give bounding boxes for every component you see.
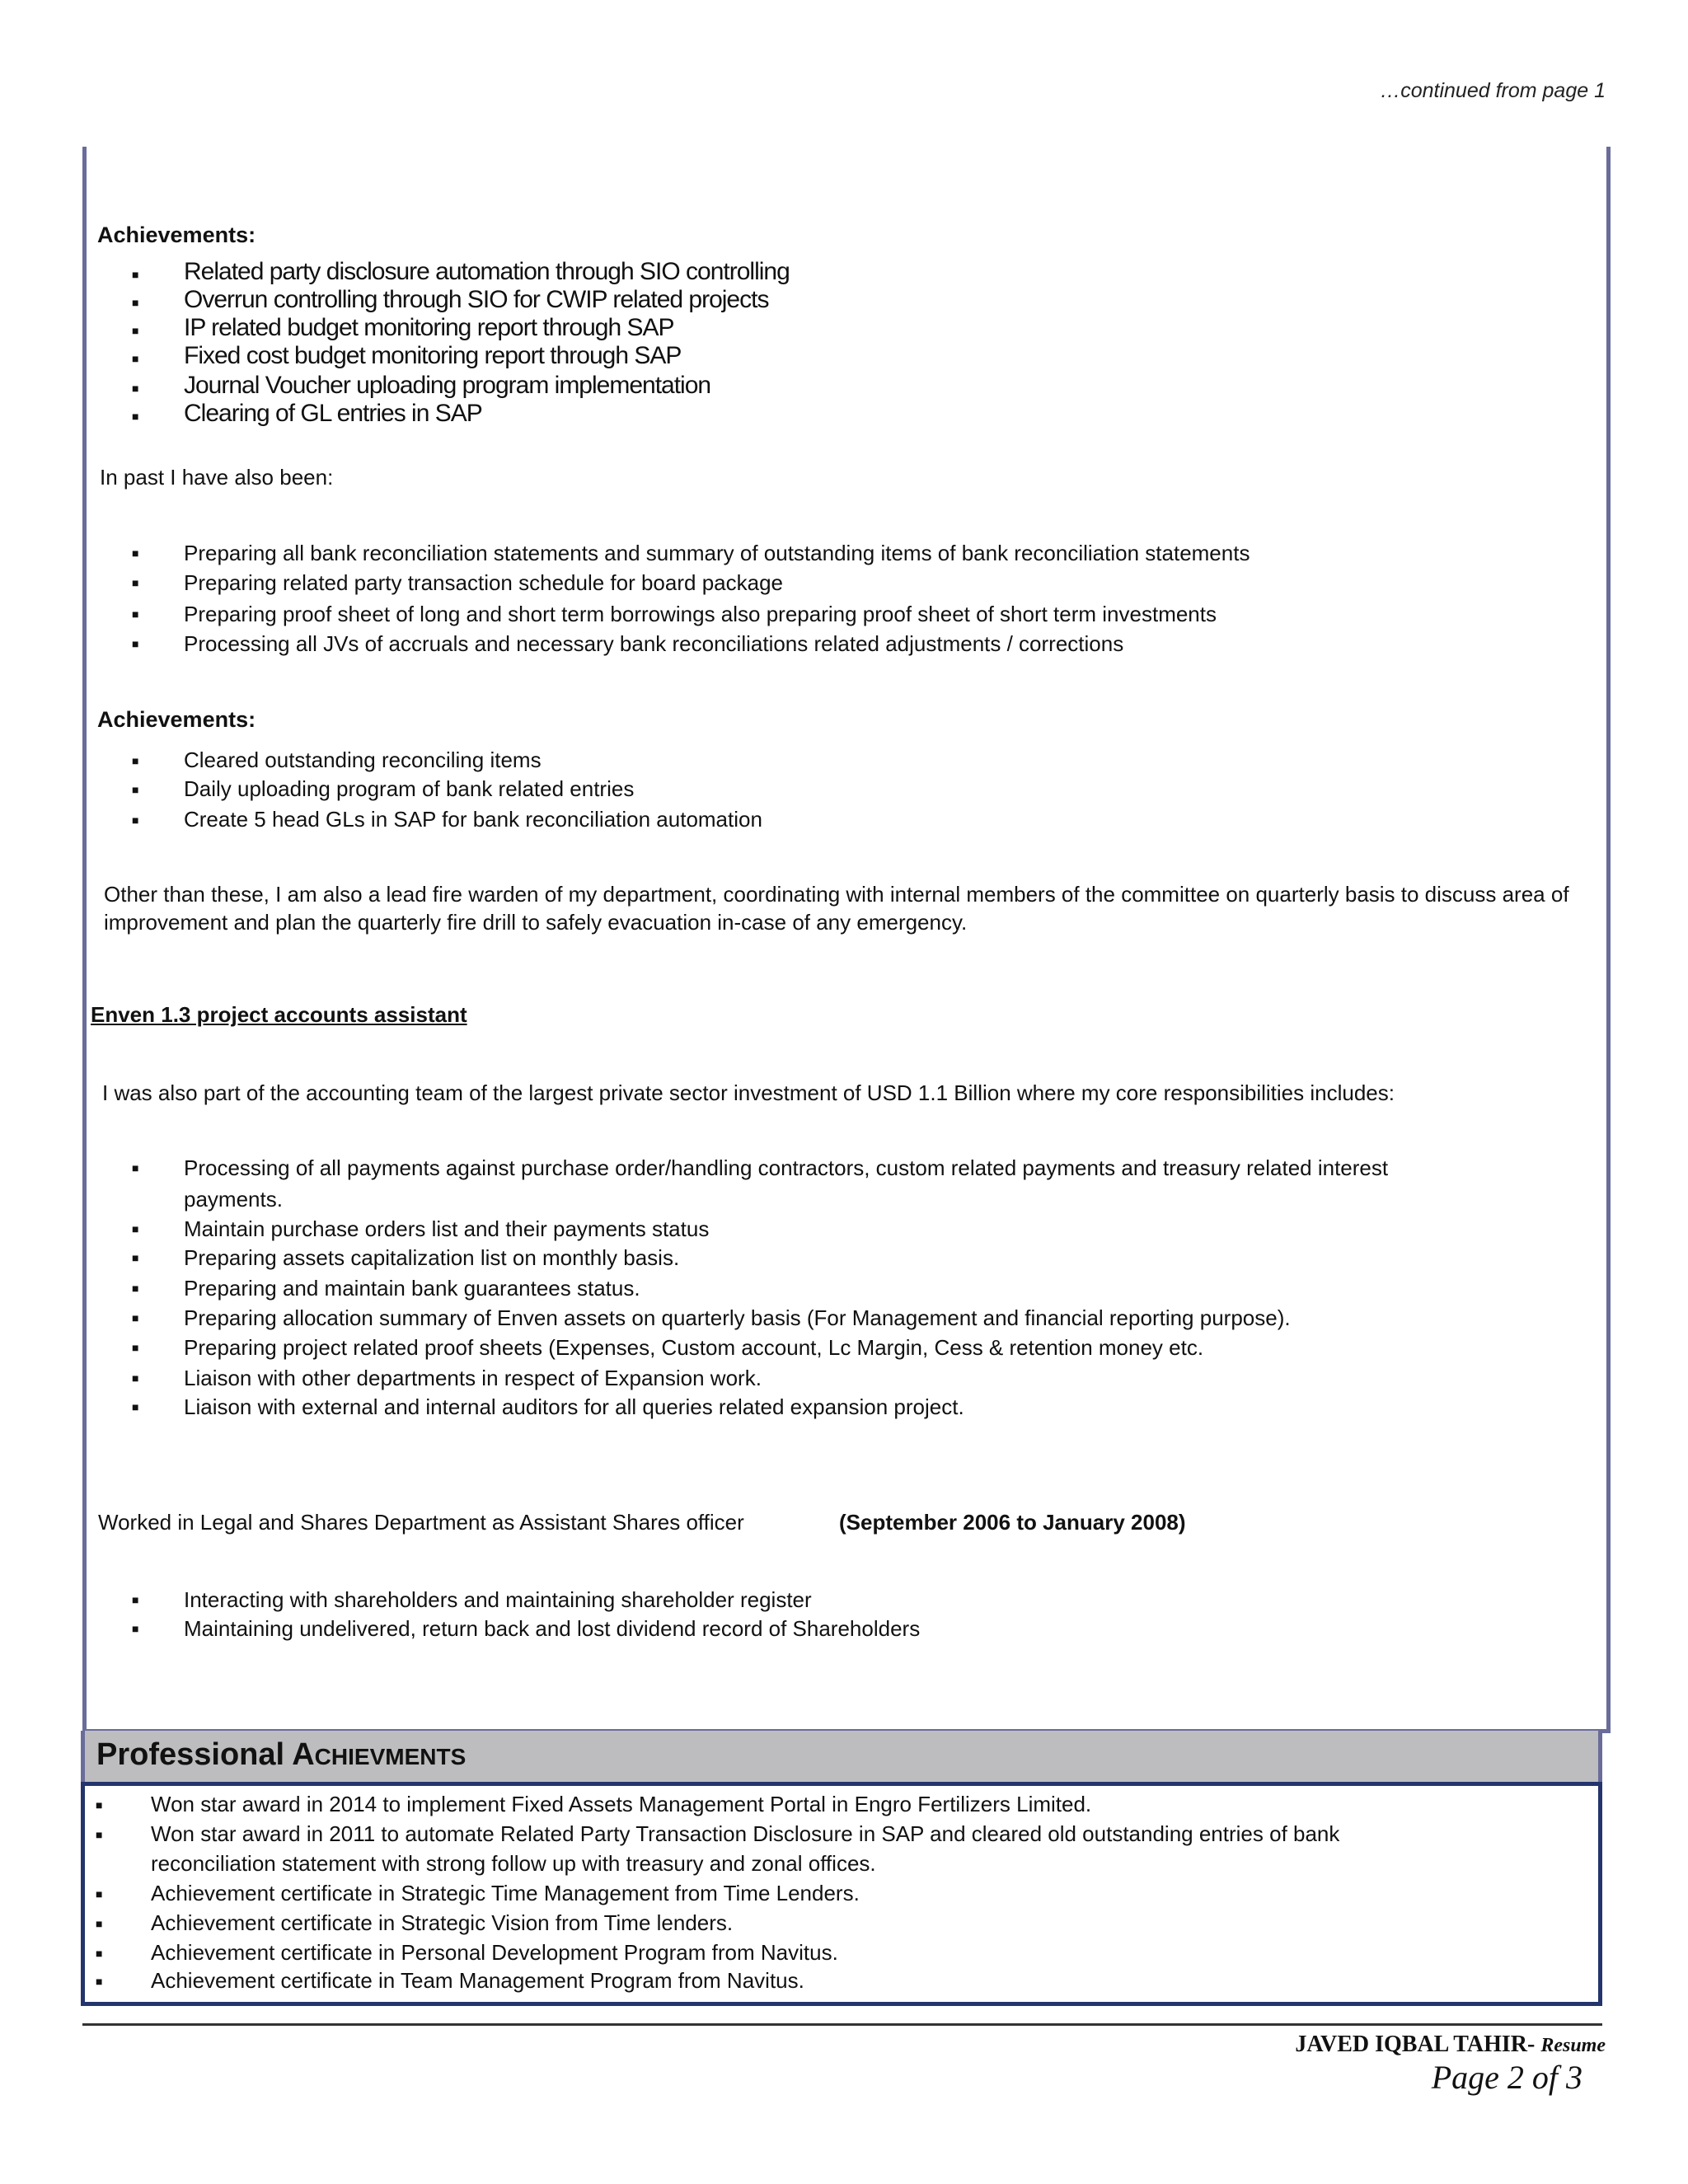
bullet-icon: ■ [132, 1341, 139, 1354]
bullet-icon: ■ [132, 410, 139, 423]
list-item: Processing all JVs of accruals and necessary bank reconciliations related adjustments / corrections [184, 631, 1124, 656]
list-item: Achievement certificate in Strategic Time Management from Time Lenders. [151, 1881, 860, 1905]
list-item: Related party disclosure automation through SIO controlling [184, 258, 790, 285]
list-item: Preparing all bank reconciliation statements and summary of outstanding items of bank reconciliation statements [184, 541, 1250, 565]
bullet-icon: ■ [132, 1622, 139, 1635]
bullet-icon: ■ [132, 1251, 139, 1264]
bullet-icon: ■ [132, 1371, 139, 1385]
bullet-icon: ■ [132, 1311, 139, 1324]
list-item: Achievement certificate in Strategic Vision from Time lenders. [151, 1910, 734, 1935]
list-item: Clearing of GL entries in SAP [184, 400, 482, 427]
bullet-icon: ■ [96, 1975, 103, 1988]
list-item: Maintaining undelivered, return back and lost dividend record of Shareholders [184, 1616, 921, 1641]
page-number: Page 2 of 3 [1431, 2059, 1582, 2096]
list-item: Fixed cost budget monitoring report through SAP [184, 342, 682, 369]
bullet-icon: ■ [132, 637, 139, 650]
list-item: Processing of all payments against purchase order/handling contractors, custom related payments and treasury related interest [184, 1155, 1389, 1180]
bullet-icon: ■ [132, 268, 139, 281]
section-title-part-b: CHIEVMENTS [314, 1744, 467, 1769]
bullet-icon: ■ [96, 1887, 103, 1900]
list-item: Create 5 head GLs in SAP for bank reconciliation automation [184, 807, 762, 832]
list-item-continuation: payments. [184, 1187, 283, 1212]
bullet-icon: ■ [132, 1161, 139, 1174]
list-item: Maintain purchase orders list and their payments status [184, 1216, 710, 1241]
legal-dates: (September 2006 to January 2008) [839, 1510, 1186, 1535]
bullet-icon: ■ [132, 324, 139, 337]
fire-warden-paragraph: Other than these, I am also a lead fire warden of my department, coordinating with internal members of the committee on quarterly basis to discuss area of improvement and plan the quarterly fire drill to safely evacuation in-case of any emergency. [104, 882, 1569, 935]
bullet-icon: ■ [132, 813, 139, 827]
achievements-heading-2: Achievements: [97, 707, 256, 732]
list-item: IP related budget monitoring report through SAP [184, 314, 674, 341]
footer-rule [82, 2023, 1602, 2026]
section-title-part-a: Professional A [96, 1737, 315, 1772]
list-item: Achievement certificate in Personal Development Program from Navitus. [151, 1940, 838, 1965]
list-item: Preparing proof sheet of long and short term borrowings also preparing proof sheet of short term investments [184, 602, 1217, 626]
list-item: Preparing and maintain bank guarantees status. [184, 1276, 640, 1301]
achievements-heading-1: Achievements: [97, 223, 256, 247]
bullet-icon: ■ [96, 1798, 103, 1811]
section-title [96, 1737, 466, 1773]
enven-section-title: Enven 1.3 project accounts assistant [91, 1002, 467, 1027]
list-item: Won star award in 2011 to automate Related Party Transaction Disclosure in SAP and cleared old outstanding entries of bank [151, 1821, 1340, 1846]
list-item: Interacting with shareholders and maintaining shareholder register [184, 1587, 812, 1612]
enven-intro: I was also part of the accounting team of the largest private sector investment of USD 1.1 Billion where my core responsibilities includes: [102, 1080, 1395, 1105]
list-item: Liaison with external and internal auditors for all queries related expansion project. [184, 1394, 964, 1419]
bullet-icon: ■ [132, 607, 139, 621]
footer-name [1295, 2032, 1606, 2058]
bullet-icon: ■ [132, 546, 139, 560]
bullet-icon: ■ [132, 1593, 139, 1606]
bullet-icon: ■ [132, 1400, 139, 1413]
list-item: Preparing allocation summary of Enven assets on quarterly basis (For Management and financial reporting purpose). [184, 1305, 1291, 1330]
bullet-icon: ■ [132, 754, 139, 767]
bullet-icon: ■ [132, 576, 139, 589]
past-intro: In past I have also been: [100, 465, 334, 490]
list-item: Preparing assets capitalization list on monthly basis. [184, 1245, 680, 1270]
bullet-icon: ■ [132, 1222, 139, 1235]
list-item: Cleared outstanding reconciling items [184, 748, 542, 772]
bullet-icon: ■ [132, 783, 139, 796]
list-item: Liaison with other departments in respect of Expansion work. [184, 1366, 762, 1390]
list-item-continuation: reconciliation statement with strong follow up with treasury and zonal offices. [151, 1851, 876, 1876]
list-item: Preparing related party transaction schedule for board package [184, 570, 783, 595]
list-item: Journal Voucher uploading program implementation [184, 372, 711, 399]
bullet-icon: ■ [132, 382, 139, 395]
professional-achievements-header [81, 1731, 1602, 1782]
resume-label: Resume [1540, 2035, 1606, 2056]
list-item: Daily uploading program of bank related entries [184, 776, 635, 801]
legal-intro: Worked in Legal and Shares Department as Assistant Shares officer [98, 1510, 744, 1535]
continued-note: …continued from page 1 [1380, 79, 1606, 102]
list-item: Achievement certificate in Team Management Program from Navitus. [151, 1968, 804, 1993]
bullet-icon: ■ [132, 296, 139, 309]
list-item: Overrun controlling through SIO for CWIP related projects [184, 286, 769, 313]
bullet-icon: ■ [132, 1282, 139, 1295]
bullet-icon: ■ [96, 1828, 103, 1841]
bullet-icon: ■ [132, 352, 139, 365]
bullet-icon: ■ [96, 1917, 103, 1930]
list-item: Won star award in 2014 to implement Fixed Assets Management Portal in Engro Fertilizers Limited. [151, 1792, 1092, 1816]
bullet-icon: ■ [96, 1947, 103, 1960]
list-item: Preparing project related proof sheets (Expenses, Custom account, Lc Margin, Cess & retention money etc. [184, 1335, 1204, 1360]
author-name: JAVED IQBAL TAHIR- [1295, 2032, 1536, 2057]
